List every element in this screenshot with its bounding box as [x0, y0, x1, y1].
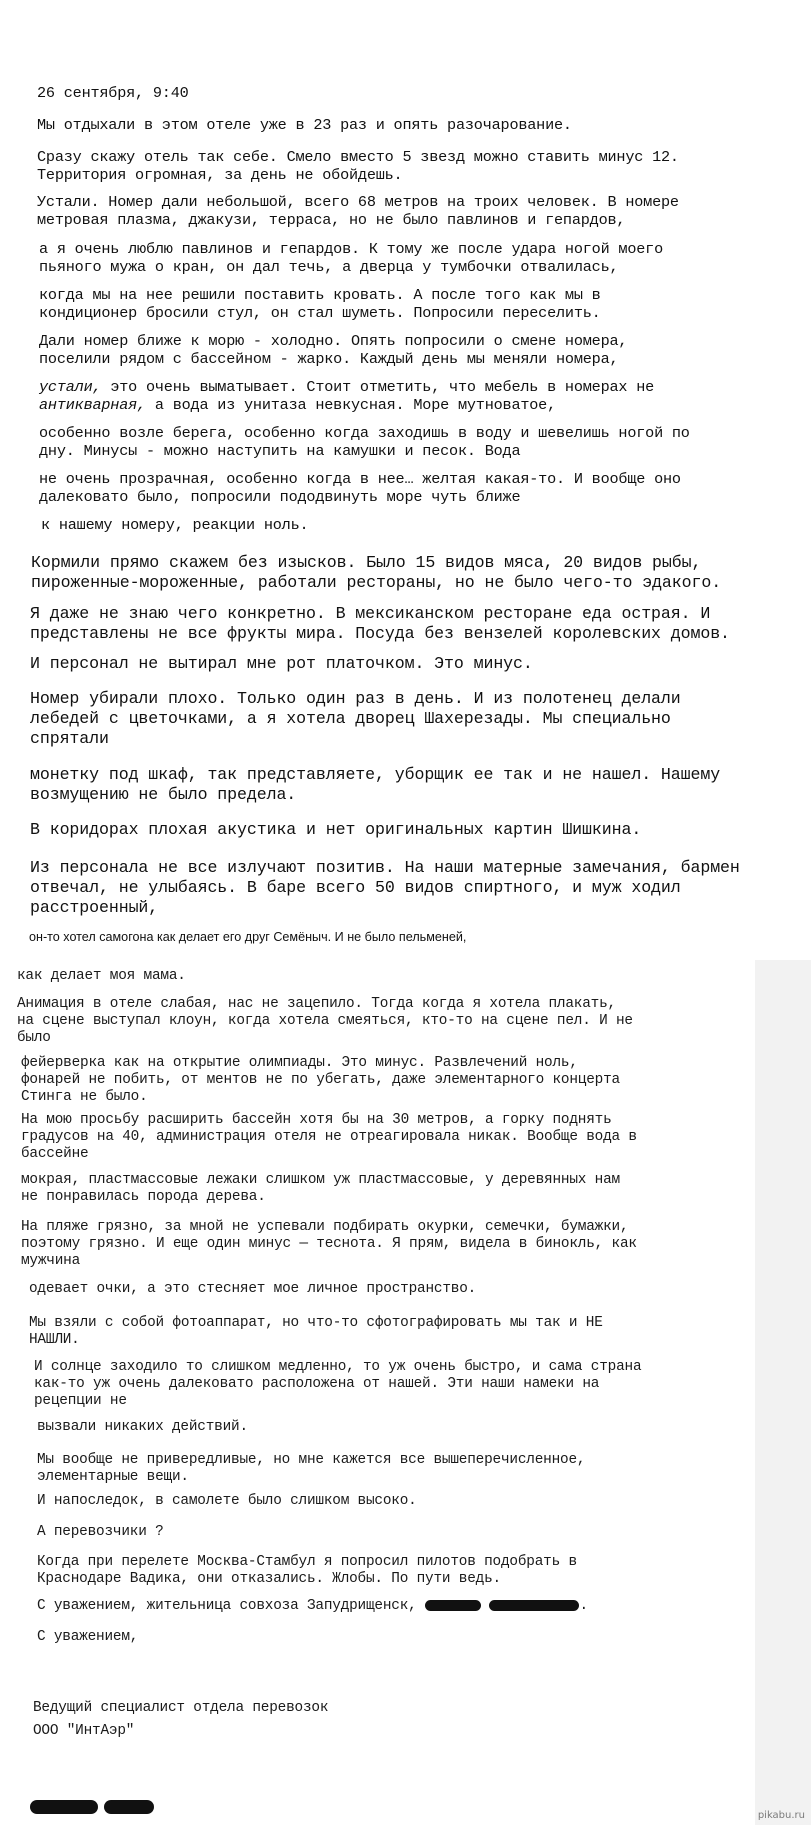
paragraph: Дали номер ближе к морю - холодно. Опять попросили о смене номера, поселили рядом с бассейном - жарко. Каждый день мы меняли номера, [39, 332, 628, 368]
text: а вода из унитаза невкусная. Море мутноватое, [145, 396, 557, 414]
paragraph: Я даже не знаю чего конкретно. В мексиканском ресторане еда острая. И представлены не все фрукты мира. Посуда без вензелей королевских домов. [30, 604, 730, 643]
paragraph: И солнце заходило то слишком медленно, то уж очень быстро, и сама страна как-то уж очень далековато расположена от нашей. Эти наши намеки на рецепции не [34, 1359, 642, 1409]
paragraph: А перевозчики ? [37, 1524, 164, 1540]
paragraph: вызвали никаких действий. [37, 1419, 248, 1435]
paragraph: мокрая, пластмассовые лежаки слишком уж пластмассовые, у деревянных нам не понравилась порода дерева. [21, 1172, 620, 1205]
paragraph: Когда при перелете Москва-Стамбул я попросил пилотов подобрать в Краснодаре Вадика, они отказались. Жлобы. По пути ведь. [37, 1554, 577, 1587]
paragraph: как делает моя мама. [17, 968, 186, 984]
paragraph: И персонал не вытирал мне рот платочком. Это минус. [30, 654, 533, 673]
paragraph: Устали. Номер дали небольшой, всего 68 метров на троих человек. В номере метровая плазма, джакузи, терраса, но не было павлинов и гепардов, [37, 193, 679, 229]
paragraph: Номер убирали плохо. Только один раз в день. И из полотенец делали лебедей с цветочками, а я хотела дворец Шахерезады. Мы специально спрятали [30, 689, 681, 748]
redaction-mark [489, 1600, 579, 1611]
paragraph: На пляже грязно, за мной не успевали подбирать окурки, семечки, бумажки, поэтому грязно. И еще один минус — теснота. Я прям, видела в бинокль, как мужчина [21, 1219, 637, 1269]
signature-line [37, 1598, 588, 1615]
date-line: 26 сентября, 9:40 [37, 84, 189, 102]
redaction-mark [104, 1800, 154, 1814]
paragraph: особенно возле берега, особенно когда заходишь в воду и шевелишь ногой по дну. Минусы - можно наступить на камушки и песок. Вода [39, 424, 690, 460]
paragraph: фейерверка как на открытие олимпиады. Это минус. Развлечений ноль, фонарей не побить, от ментов не по убегать, даже элементарного концерта Стинга не было. [21, 1055, 620, 1105]
paragraph: Из персонала не все излучают позитив. На наши матерные замечания, бармен отвечал, не улыбаясь. В баре всего 50 видов спиртного, и муж ходил расстроенный, [30, 858, 740, 917]
position-line: Ведущий специалист отдела перевозок [33, 1700, 329, 1716]
paragraph: монетку под шкаф, так представляете, уборщик ее так и не нашел. Нашему возмущению не было предела. [30, 765, 721, 804]
paragraph: Кормили прямо скажем без изысков. Было 15 видов мяса, 20 видов рыбы, пироженные-мороженные, работали рестораны, но не было чего-то эдакого. [31, 553, 722, 592]
closing-line: С уважением, [37, 1629, 139, 1645]
paragraph: Мы вообще не привередливые, но мне кажется все вышеперечисленное, элементарные вещи. [37, 1452, 586, 1485]
paragraph: На мою просьбу расширить бассейн хотя бы на 30 метров, а горку поднять градусов на 40, администрация отеля не отреагировала никак. Вообще вода в бассейне [21, 1112, 637, 1162]
paragraph: к нашему номеру, реакции ноль. [41, 516, 309, 534]
italic-text: устали, [39, 378, 102, 396]
paragraph: И напоследок, в самолете было слишком высоко. [37, 1493, 417, 1509]
text: это очень выматывает. Стоит отметить, что мебель в номерах не [101, 378, 655, 396]
paragraph: Мы отдыхали в этом отеле уже в 23 раз и опять разочарование. [37, 116, 572, 134]
text: С уважением, жительница совхоза Запудрищенск, [37, 1598, 426, 1614]
paragraph: когда мы на нее решили поставить кровать. А после того как мы в кондиционер бросили стул, он стал шуметь. Попросили переселить. [39, 286, 601, 322]
text: . [579, 1598, 588, 1614]
redaction-mark [425, 1600, 481, 1611]
paragraph: Мы взяли с собой фотоаппарат, но что-то сфотографировать мы так и НЕ НАШЛИ. [29, 1315, 603, 1348]
inserted-line: он-то хотел самогона как делает его друг Семёныч. И не было пельменей, [29, 930, 467, 944]
paragraph: Анимация в отеле слабая, нас не зацепило. Тогда когда я хотела плакать, на сцене выступал клоун, когда хотела смеяться, кто-то на сцене пел. И не было [17, 996, 633, 1046]
paragraph: В коридорах плохая акустика и нет оригинальных картин Шишкина. [30, 820, 642, 839]
company-line: ООО "ИнтАэр" [33, 1723, 135, 1739]
italic-text: антикварная, [39, 396, 146, 414]
paragraph-mixed [39, 378, 654, 414]
paragraph: одевает очки, а это стесняет мое личное пространство. [29, 1281, 477, 1297]
paragraph: Сразу скажу отель так себе. Смело вместо 5 звезд можно ставить минус 12. Территория огромная, за день не обойдешь. [37, 148, 679, 184]
paragraph: а я очень люблю павлинов и гепардов. К тому же после удара ногой моего пьяного мужа о кран, он дал течь, а дверца у тумбочки отвалилась, [39, 240, 663, 276]
paragraph: не очень прозрачная, особенно когда в нее… желтая какая-то. И вообще оно далековато было, попросили пододвинуть море чуть ближе [39, 470, 681, 506]
side-margin [755, 960, 811, 1825]
redaction-mark [30, 1800, 98, 1814]
watermark: pikabu.ru [757, 1810, 805, 1821]
